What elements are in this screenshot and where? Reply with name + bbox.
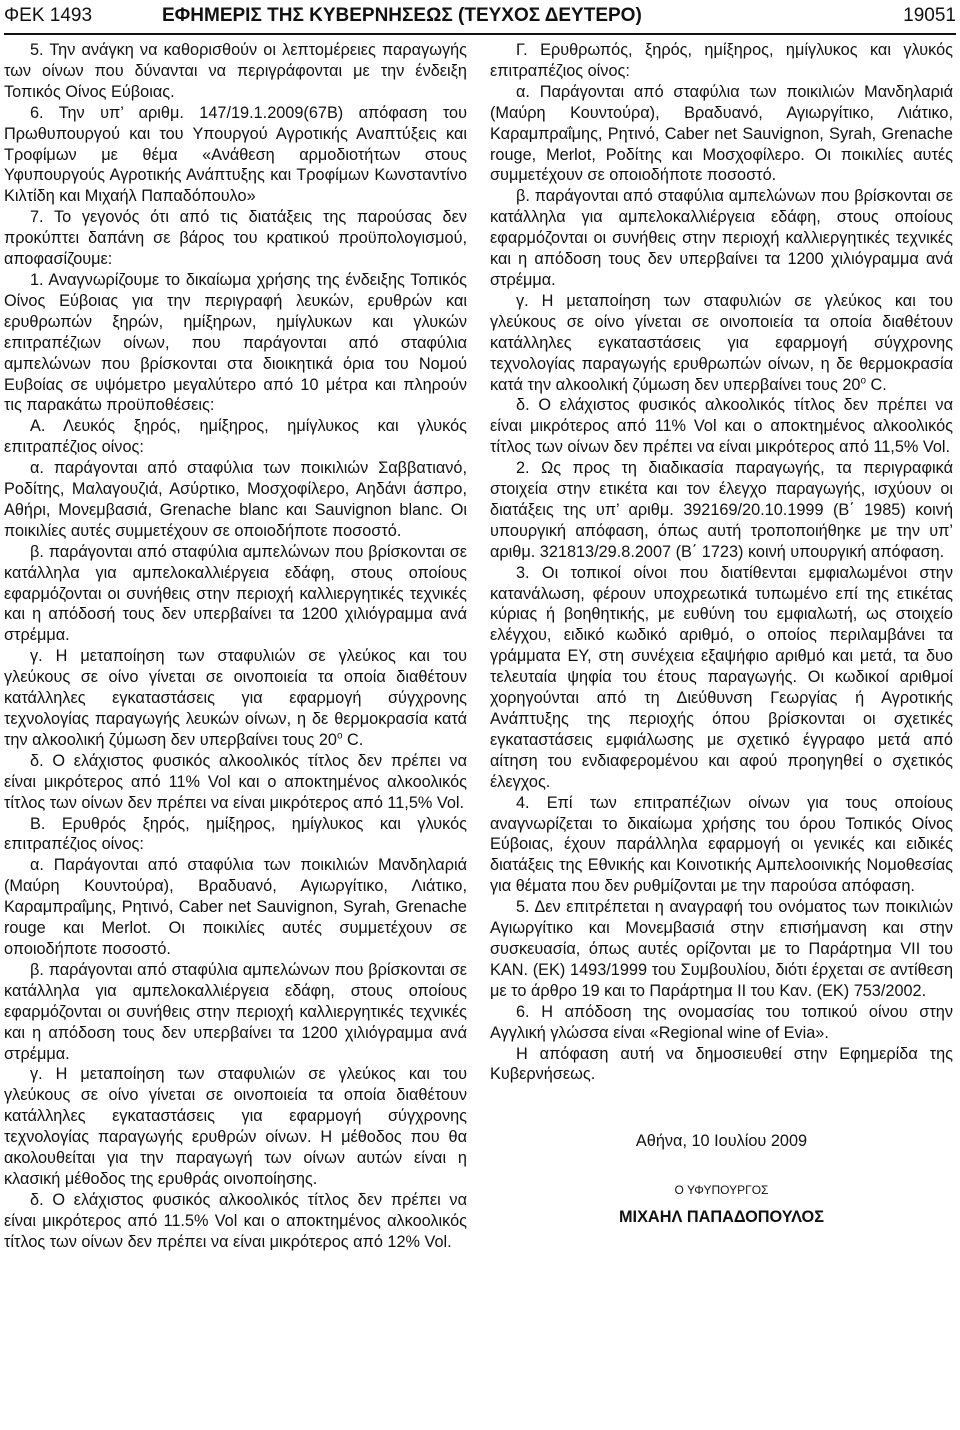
degree-unit: C. xyxy=(866,375,887,394)
paragraph: α. παράγονται από σταφύλια των ποικιλιών Σαββατιανό, Ροδίτης, Μαλαγουζιά, Ασύρτικο, Μοσχοφίλερο, Αηδάνι άσπρο, Αθήρι, Μονεμβασιά, Grenache blanc και Sauvignon blanc. Οι ποικιλίες αυτές συμμετέχουν σε οποιοδήποτε ποσοστό. xyxy=(4,459,467,540)
degree-superscript: ο xyxy=(336,730,343,742)
section-heading: Β. Ερυθρός ξηρός, ημίξηρος, ημίγλυκος και γλυκός επιτραπέζιος οίνος: xyxy=(4,814,467,854)
paragraph: δ. Ο ελάχιστος φυσικός αλκοολικός τίτλος δεν πρέπει να είναι μικρότερος από 11% Vol και ο αποκτημένος αλκοολικός τίτλος των οίνων δεν πρέπει να είναι μικρότερος από 11,5% Vol. xyxy=(490,396,953,457)
paragraph: 6. Την υπ’ αριθμ. 147/19.1.2009(67Β) απόφαση του Πρωθυπουργού και του Υπουργού Αγροτικής Αναπτύξεις και Τροφίμων με θέμα «Ανάθεση αρμοδιοτήτων στους Υφυπουργούς Αγροτικής Ανάπτυξης και Τροφίμων Κωνσταντίνο Κιλτίδη και Μιχαήλ Παπαδόπουλο» xyxy=(4,103,467,206)
degree-unit: C. xyxy=(342,730,364,749)
paragraph: α. Παράγονται από σταφύλια των ποικιλιών Μανδηλαριά (Μαύρη Κουντούρα), Βραδυανό, Αγιωργίτικο, Λιάτικο, Καραμπραΐμης, Ρητινό, Caber net Sauvignon, Syrah, Grenache rouge και Merlot. Οι ποικιλίες αυτές συμμετέχουν σε οποιοδήποτε ποσοστό. xyxy=(4,856,467,958)
paragraph: α. Παράγονται από σταφύλια των ποικιλιών Μανδηλαριά (Μαύρη Κουντούρα), Βραδυανό, Αγιωργίτικο, Λιάτικο, Καραμπραΐμης, Ρητινό, Caber net Sauvignon, Syrah, Grenache rouge, Merlot, Ροδίτης και Μοσχοφίλερο. Οι ποικιλίες αυτές συμμετέχουν σε οποιοδήποτε ποσοστό. xyxy=(490,82,953,185)
paragraph: β. παράγονται από σταφύλια αμπελώνων που βρίσκονται σε κατάλληλα για αμπελοκαλλιέργεια εδάφη, στους οποίους εφαρμόζονται οι συνήθεις στην περιοχή καλλιεργητικές τεχνικές και η απόδοση τους δεν υπερβαίνει τα 1200 χιλιόγραμμα ανά στρέμμα. xyxy=(490,187,953,289)
paragraph: 4. Επί των επιτραπέζιων οίνων για τους οποίους αναγνωρίζεται το δικαίωμα χρήσης του όρου Τοπικός Οίνος Εύβοιας, έχουν παράλληλα εφαρμογή οι γενικές και ειδικές διατάξεις της Εθνικής και Κοινοτικής Αμπελοοινικής Νομοθεσίας για θέματα που δεν ρυθμίζονται με την παρούσα απόφαση. xyxy=(490,793,953,896)
paragraph: 2. Ως προς τη διαδικασία παραγωγής, τα περιγραφικά στοιχεία στην ετικέτα και τον έλεγχο παραγωγής, ισχύουν οι διατάξεις της υπ’ αριθμ. 392169/20.10.1999 (Β΄ 1985) κοινή υπουργική απόφαση, όπως αυτή τροποποιήθηκε με την υπ’ αριθμ. 321813/29.8.2007 (Β΄ 1723) κοινή υπουργική απόφαση. xyxy=(490,459,953,561)
section-heading: Γ. Ερυθρωπός, ξηρός, ημίξηρος, ημίγλυκος και γλυκός επιτραπέζιος οίνος: xyxy=(490,41,953,80)
paragraph: δ. Ο ελάχιστος φυσικός αλκοολικός τίτλος δεν πρέπει να είναι μικρότερος από 11% Vol και ο αποκτημένος αλκοολικός τίτλος των οίνων δεν πρέπει να είναι μικρότερος από 11,5% Vol. xyxy=(4,751,467,812)
paragraph-with-degree xyxy=(4,646,467,751)
gazette-title: ΕΦΗΜΕΡΙΣ ΤΗΣ ΚΥΒΕΡΝΗΣΕΩΣ (ΤΕΥΧΟΣ ΔΕΥΤΕΡΟ) xyxy=(162,5,642,26)
paragraph: 5. Την ανάγκη να καθορισθούν οι λεπτομέρειες παραγωγής των οίνων που δύνανται να περιγράφονται με την ένδειξη Τοπικός Οίνος Εύβοιας. xyxy=(4,41,467,101)
degree-superscript: ο xyxy=(860,375,866,387)
paragraph: β. παράγονται από σταφύλια αμπελώνων που βρίσκονται σε κατάλληλα για αμπελοκαλλιέργεια εδάφη, στους οποίους εφαρμόζονται οι συνήθεις στην περιοχή καλλιεργητικές τεχνικές και η απόδοση τους δεν υπερβαίνει τα 1200 χιλιόγραμμα ανά στρέμμα. xyxy=(4,960,467,1063)
left-column xyxy=(4,40,467,1253)
right-column xyxy=(490,40,953,1228)
paragraph-with-degree xyxy=(490,291,953,396)
paragraph: δ. Ο ελάχιστος φυσικός αλκοολικός τίτλος δεν πρέπει να είναι μικρότερος από 11.5% Vol και ο αποκτημένος αλκοολικός τίτλος των οίνων δεν πρέπει να είναι μικρότερος από 12% Vol. xyxy=(4,1190,467,1251)
paragraph: β. παράγονται από σταφύλια αμπελώνων που βρίσκονται σε κατάλληλα για αμπελοκαλλιέργεια εδάφη, στους οποίους εφαρμόζονται οι συνήθεις στην περιοχή καλλιεργητικές τεχνικές και η απόδοσή τους δεν υπερβαίνει τα 1200 χιλιόγραμμα ανά στρέμμα. xyxy=(4,542,467,645)
paragraph-text: γ. Η μεταποίηση των σταφυλιών σε γλεύκος και του γλεύκους σε οίνο γίνεται σε οινοποιεία τα οποία διαθέτουν κατάλληλες εγκαταστάσεις για εφαρμογή σύγχρονης τεχνολογίας παραγωγής λευκών οίνων, η δε θερμοκρασία κατά την αλκοολική ζύμωση δεν υπερβαίνει τους 20 xyxy=(4,647,467,749)
paragraph: 1. Αναγνωρίζουμε το δικαίωμα χρήσης της ένδειξης Τοπικός Οίνος Εύβοιας για την περιγραφή λευκών, ερυθρών και ερυθρωπών ξηρών, ημίξηρων, ημίγλυκων και γλυκών επιτραπέζιων οίνων, που παράγονται από σταφύλια αμπελώνων που βρίσκονται στα διοικητικά όρια του Νομού Ευβοίας σε υψόμετρο μεγαλύτερο από 10 μέτρα και πληρούν τις παρακάτω προϋποθέσεις: xyxy=(4,270,467,415)
paragraph: 3. Οι τοπικοί οίνοι που διατίθενται εμφιαλωμένοι στην κατανάλωση, φέρουν υποχρεωτικά τυπωμένο επί της ετικέτας κύριας ή βοηθητικής, με ευθύνη του εμφιαλωτή, ως στοιχείο ελέγχου, ειδικό κωδικό αριθμό, ο οποίος περιλαμβάνει τα γράμματα ΕΥ, στη συνέχεια εξαψήφιο αριθμό και μετά, τα δυο τελευταία ψηφία του έτους παραγωγής. Οι κωδικοί αριθμοί χορηγούνται από τη Διεύθυνση Γεωργίας ή Αγροτικής Ανάπτυξης της περιοχής όπου βρίσκονται οι σχετικές εγκαταστάσεις εμφιάλωσης με σχετικό έγγραφο μετά από αίτηση του ενδιαφερομένου και αφού προηγηθεί ο σχετικός έλεγχος. xyxy=(490,563,953,791)
signatory-name: ΜΙΧΑΗΛ ΠΑΠΑΔΟΠΟΥΛΟΣ xyxy=(618,1208,824,1227)
section-heading: Α. Λευκός ξηρός, ημίξηρος, ημίγλυκος και γλυκός επιτραπέζιος οίνος: xyxy=(4,417,467,457)
signatory-title: Ο ΥΦΥΠΟΥΡΓΟΣ xyxy=(674,1183,769,1198)
gazette-issue-number: ΦΕΚ 1493 xyxy=(4,5,93,26)
paragraph: 5. Δεν επιτρέπεται η αναγραφή του ονόματος των ποικιλιών Αγιωργίτικο και Μονεμβασιά στην επισήμανση και στην συσκευασία, όπως αυτές ορίζονται με το Παράρτημα VII του ΚΑΝ. (ΕΚ) 1493/1999 του Συμβουλίου, διότι έρχεται σε αντίθεση με το άρθρο 19 και το Παράρτημα ΙΙ του Καν. (ΕΚ) 753/2002. xyxy=(490,898,953,1000)
publication-order: Η απόφαση αυτή να δημοσιευθεί στην Εφημερίδα της Κυβερνήσεως. xyxy=(490,1044,953,1084)
paragraph: 6. Η απόδοση της ονομασίας του τοπικού οίνου στην Αγγλική γλώσσα είναι «Regional wine of Evia». xyxy=(490,1002,953,1042)
header-rule xyxy=(4,33,956,35)
page-number: 19051 xyxy=(903,5,956,26)
paragraph-text: γ. Η μεταποίηση των σταφυλιών σε γλεύκος και του γλεύκους σε οίνο γίνεται σε οινοποιεία τα οποία διαθέτουν κατάλληλες εγκαταστάσεις για εφαρμογή σύγχρονης τεχνολογίας παραγωγής ερυθρωπών οίνων, η δε θερμοκρασία κατά την αλκοολική ζύμωση δεν υπερβαίνει τους 20 xyxy=(490,291,953,394)
paragraph: γ. Η μεταποίηση των σταφυλιών σε γλεύκος και του γλεύκους σε οίνο γίνεται σε οινοποιεία τα οποία διαθέτουν κατάλληλες εγκαταστάσεις για εφαρμογή σύγχρονης τεχνολογίας παραγωγής ερυθρών οίνων. Η μέθοδος που θα ακολουθείται για την παραγωγή των οίνων αυτών είναι η κλασική μέθοδος της ερυθράς οινοποίησης. xyxy=(4,1065,467,1188)
page-header xyxy=(4,2,956,32)
signature-date: Αθήνα, 10 Ιουλίου 2009 xyxy=(635,1132,808,1151)
paragraph: 7. Το γεγονός ότι από τις διατάξεις της παρούσας δεν προκύπτει δαπάνη σε βάρος του κρατικού προϋπολογισμού, αποφασίζουμε: xyxy=(4,208,467,269)
